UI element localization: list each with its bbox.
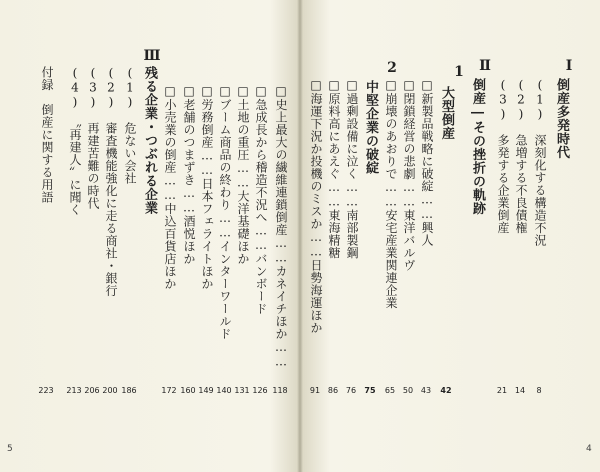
- page-number: 172: [161, 386, 177, 395]
- subsection-heading: 中堅企業の破綻 75: [363, 80, 378, 395]
- toc-entry: (2) 急増する不良債権 14: [514, 78, 528, 395]
- page-number: 75: [364, 386, 376, 395]
- toc-entry: (4) 〝再建人〟に聞く 213: [66, 66, 82, 395]
- toc-entry: □過剰設備に泣く……南部製鋼 76: [345, 78, 359, 395]
- page-number: 76: [345, 386, 357, 395]
- toc-entry: □原料高にあえぐ……東海精糖 86: [327, 78, 341, 395]
- toc-entry: □史上最大の繊維連鎖倒産……カネイチほか…… 118: [272, 84, 288, 395]
- toc-entry: □老舗のつまずき……酒悦ほか 160: [180, 84, 196, 395]
- page-number: 186: [121, 386, 137, 395]
- page-number: 213: [66, 386, 82, 395]
- page-number: 43: [420, 386, 432, 395]
- toc-entry: □土地の重圧……大洋基礎ほか 131: [234, 84, 250, 395]
- page-number: 14: [514, 386, 526, 395]
- toc-entry: (1) 危ない会社 186: [121, 66, 137, 395]
- toc-entry: (2) 審査機能強化に走る商社・銀行 200: [102, 66, 118, 395]
- page-number: 42: [440, 386, 452, 395]
- subsection-numeral: 2: [384, 60, 400, 77]
- toc-entry: □小売業の倒産……中込百貨店ほか 172: [161, 84, 177, 395]
- section-numeral: Ⅲ: [144, 48, 160, 65]
- toc-entry: □労務倒産……日本フェライトほか 149: [198, 84, 214, 395]
- page-number: 160: [180, 386, 196, 395]
- page-number: 149: [198, 386, 214, 395]
- page-number: 118: [272, 386, 288, 395]
- page-number: 50: [402, 386, 414, 395]
- section-numeral: Ⅱ: [477, 58, 493, 75]
- page-number: 131: [234, 386, 250, 395]
- section-heading: 倒産―その挫折の軌跡: [470, 78, 485, 215]
- page-number: 140: [216, 386, 232, 395]
- page-number: 200: [102, 386, 118, 395]
- section-heading: 残る企業・つぶれる企業: [142, 66, 157, 215]
- page-number: 126: [252, 386, 268, 395]
- page-number: 223: [38, 386, 54, 395]
- section-heading: 倒産多発時代: [554, 78, 569, 159]
- page-number: 65: [384, 386, 396, 395]
- right-folio: 4: [586, 444, 592, 454]
- page-number: 206: [84, 386, 100, 395]
- toc-entry: (1) 深刻化する構造不況 8: [533, 78, 547, 395]
- subsection-heading: 大型倒産 42: [439, 86, 454, 395]
- page-number: 8: [536, 386, 542, 395]
- page-number: 86: [327, 386, 339, 395]
- toc-entry: (3) 再建苦難の時代 206: [84, 66, 100, 395]
- toc-entry: 付録 倒産に関する用語 223: [38, 66, 54, 395]
- subsection-numeral: 1: [451, 64, 467, 81]
- book-gutter: [297, 0, 303, 472]
- toc-entry: □崩壊のあおりで……安宅産業関連企業 65: [384, 78, 398, 395]
- section-numeral: Ⅰ: [561, 58, 577, 75]
- toc-entry: □新製品戦略に破綻……興人 43: [420, 78, 434, 395]
- toc-entry: □ブーム商品の終わり……インターワールド 140: [216, 84, 232, 395]
- toc-entry: □閉鎖経営の悲劇……東洋バルヴ 50: [402, 78, 416, 395]
- page-number: 91: [309, 386, 321, 395]
- left-folio: 5: [7, 444, 13, 454]
- page-number: 21: [496, 386, 508, 395]
- toc-entry: □急成長から稽造不況へ……バンボード 126: [252, 84, 268, 395]
- toc-entry: □海運下況か投機のミスか……日勢海運ほか 91: [309, 78, 323, 395]
- toc-entry: (3) 多発する企業倒産 21: [496, 78, 510, 395]
